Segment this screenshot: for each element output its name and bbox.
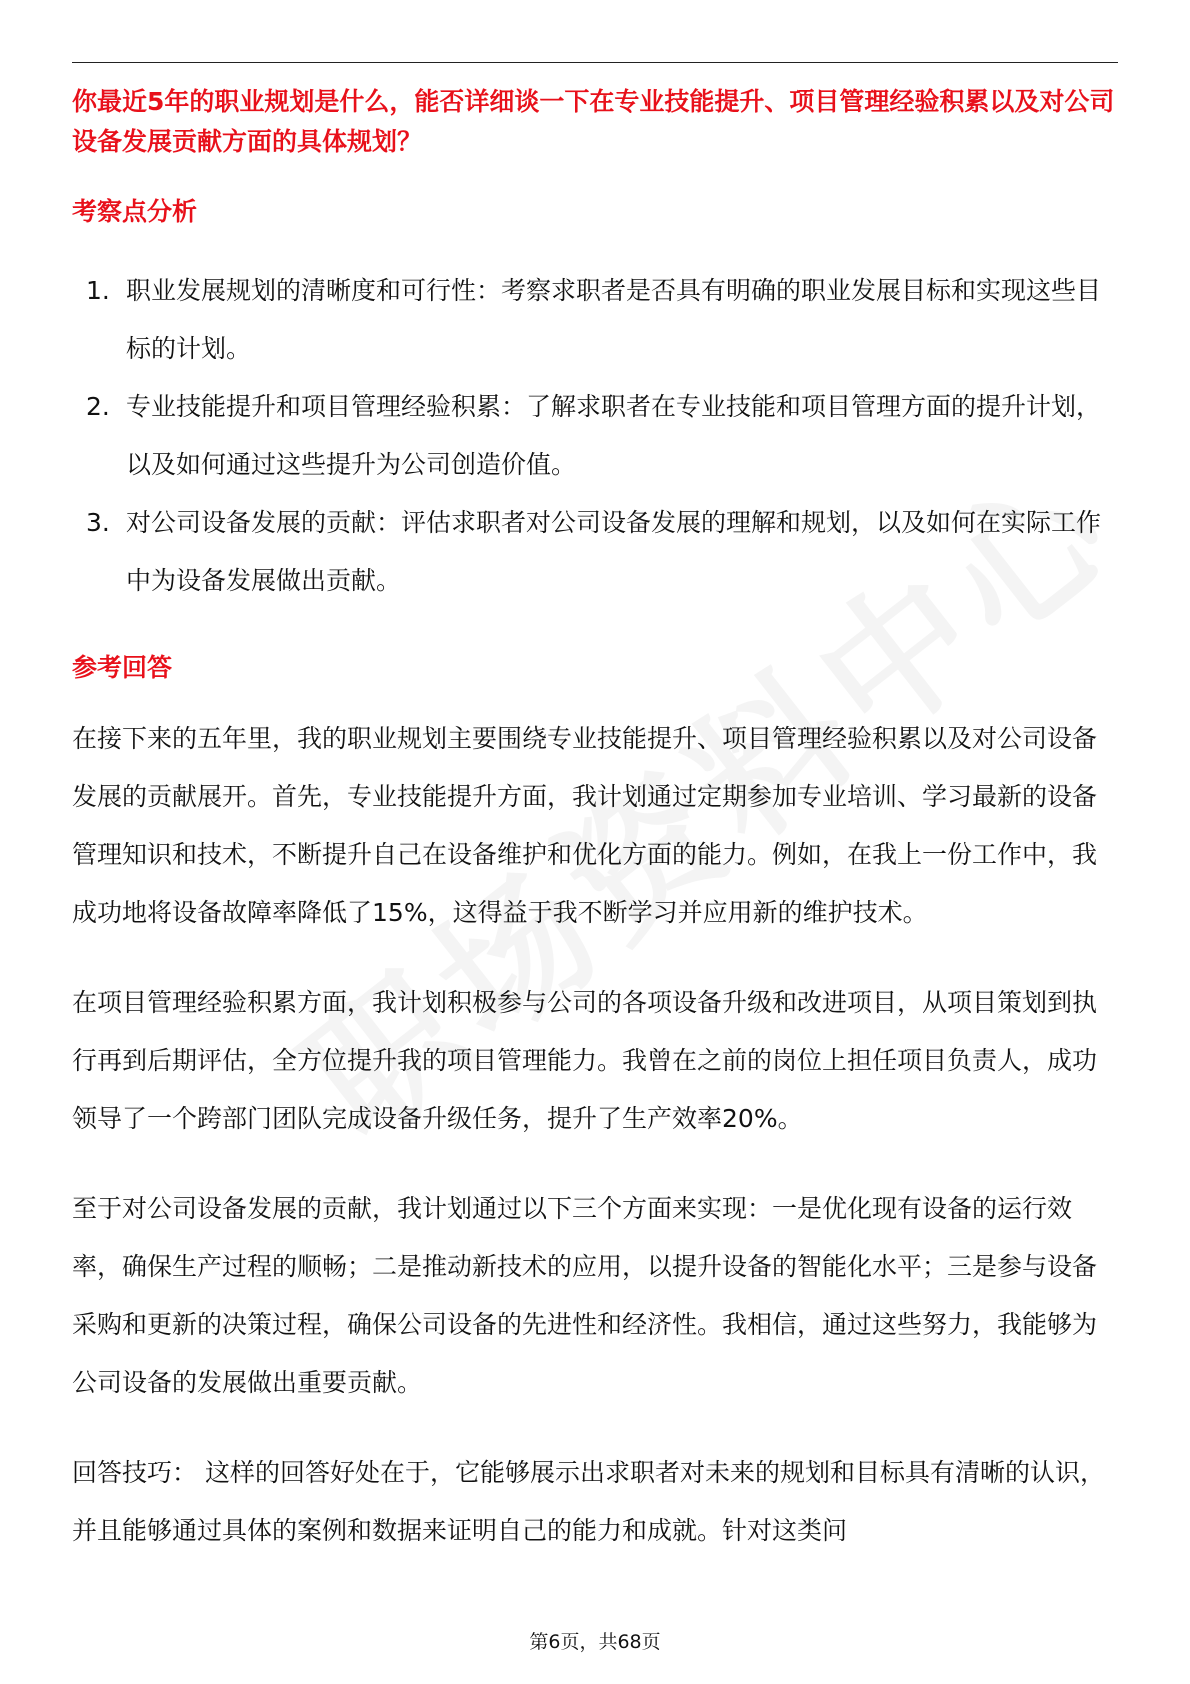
answer-tips-paragraph: 回答技巧： 这样的回答好处在于，它能够展示出求职者对未来的规划和目标具有清晰的认识，并且能够通过具体的案例和数据来证明自己的能力和成就。针对这类问: [72, 1458, 1105, 1545]
analysis-item-number: 3.: [86, 508, 110, 537]
analysis-list: [72, 262, 1118, 610]
answer-paragraph: 在接下来的五年里，我的职业规划主要围绕专业技能提升、项目管理经验积累以及对公司设备发展的贡献展开。首先，专业技能提升方面，我计划通过定期参加专业培训、学习最新的设备管理知识和技术，不断提升自己在设备维护和优化方面的能力。例如，在我上一份工作中，我成功地将设备故障率降低了15%，这得益于我不断学习并应用新的维护技术。: [72, 724, 1098, 927]
page-number: 第6页，共68页: [529, 1631, 661, 1653]
page-content: [72, 82, 1118, 1560]
analysis-heading: 考察点分析: [72, 197, 198, 226]
header-rule: [72, 62, 1118, 63]
analysis-item-text: 对公司设备发展的贡献：评估求职者对公司设备发展的理解和规划，以及如何在实际工作中为设备发展做出贡献。: [126, 508, 1102, 595]
analysis-item-text: 职业发展规划的清晰度和可行性：考察求职者是否具有明确的职业发展目标和实现这些目标的计划。: [126, 276, 1102, 363]
analysis-item-number: 2.: [86, 392, 110, 421]
answer-heading: 参考回答: [72, 653, 173, 682]
analysis-item: [72, 378, 1118, 494]
analysis-item-number: 1.: [86, 276, 110, 305]
analysis-item: [72, 494, 1118, 610]
answer-paragraph: 在项目管理经验积累方面，我计划积极参与公司的各项设备升级和改进项目，从项目策划到执行再到后期评估，全方位提升我的项目管理能力。我曾在之前的岗位上担任项目负责人，成功领导了一个跨部门团队完成设备升级任务，提升了生产效率20%。: [72, 988, 1098, 1133]
analysis-item-text: 专业技能提升和项目管理经验积累：了解求职者在专业技能和项目管理方面的提升计划，以及如何通过这些提升为公司创造价值。: [126, 392, 1102, 479]
answer-paragraph: 至于对公司设备发展的贡献，我计划通过以下三个方面来实现：一是优化现有设备的运行效率，确保生产过程的顺畅；二是推动新技术的应用，以提升设备的智能化水平；三是参与设备采购和更新的决策过程，确保公司设备的先进性和经济性。我相信，通过这些努力，我能够为公司设备的发展做出重要贡献。: [72, 1194, 1098, 1397]
question-title: 你最近5年的职业规划是什么，能否详细谈一下在专业技能提升、项目管理经验积累以及对公司设备发展贡献方面的具体规划？: [72, 87, 1115, 156]
analysis-item: [72, 262, 1118, 378]
